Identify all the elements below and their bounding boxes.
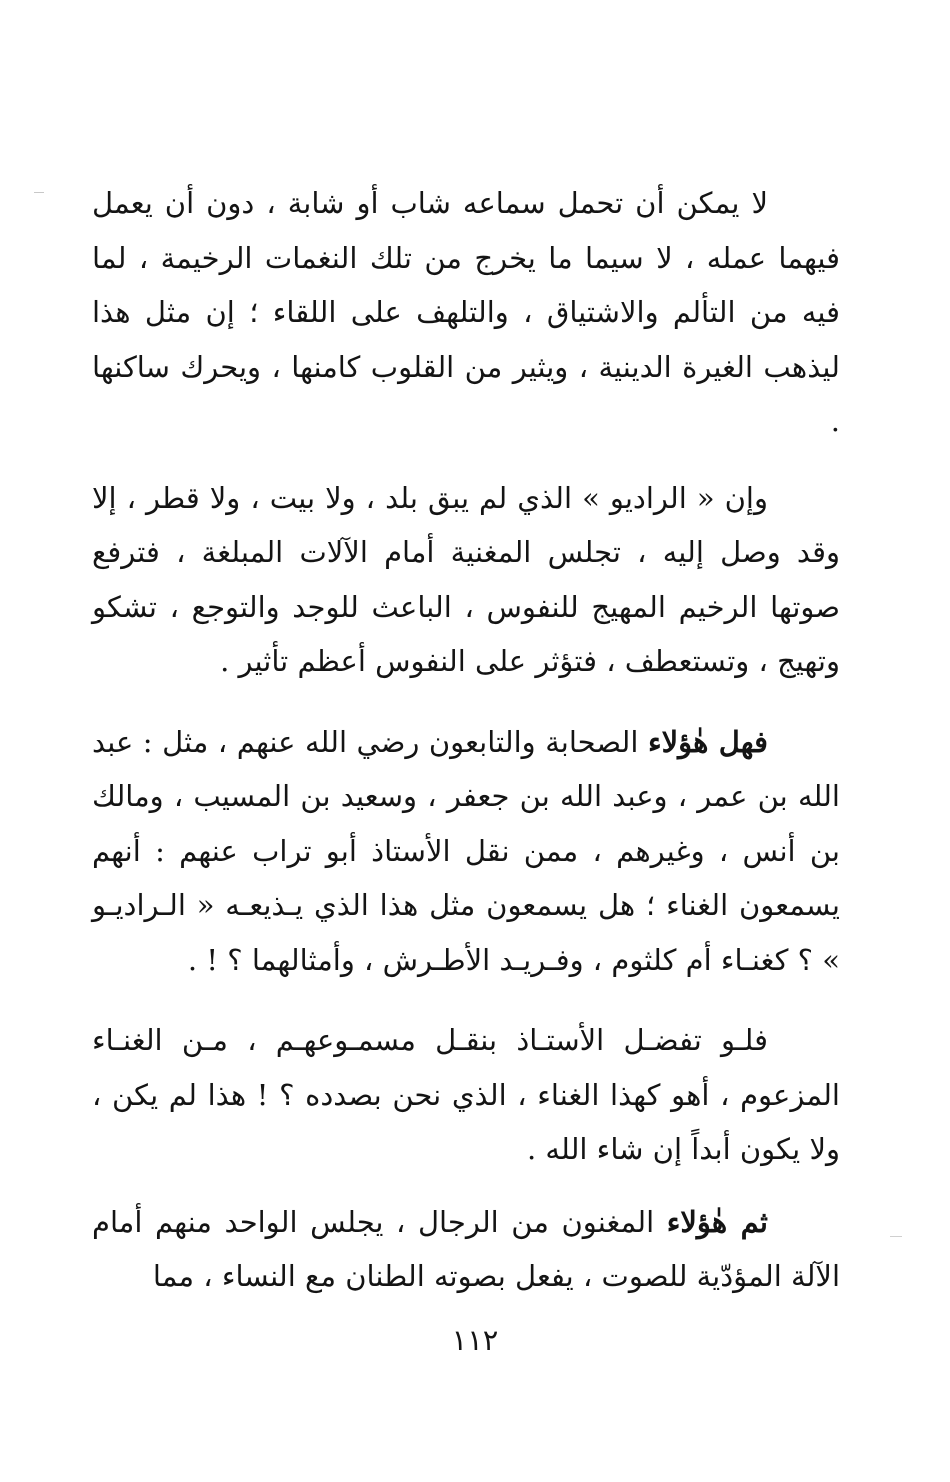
paragraph-lead: ثم هٰؤلاء <box>666 1204 768 1239</box>
paragraph <box>92 471 840 689</box>
paragraph <box>92 1195 840 1304</box>
page-body <box>92 176 840 1326</box>
paragraph-text: وإن « الراديو » الذي لم يبق بلد ، ولا بيت ، ولا قطر ، إلا وقد وصل إليه ، تجلس المغنية أمام الآلات المبلغة ، فترفع صوتها الرخيم المهيج للنفوس ، الباعث للوجد والتوجع ، تشكو وتهيج ، وتستعطف ، فتؤثر على النفوس أعظم تأثير . <box>92 480 840 678</box>
paragraph-lead: فهل هٰؤلاء <box>647 724 768 759</box>
scan-mark <box>890 1236 902 1237</box>
paragraph-text: الصحابة والتابعون رضي الله عنهم ، مثل : عبد الله بن عمر ، وعبد الله بن جعفر ، وسعيد بن المسيب ، ومالك بن أنس ، وغيرهم ، ممن نقل الأستاذ أبو تراب عنهم : أنهم يسمعون الغناء ؛ هل يسمعون مثل هذا الذي يـذيعـه « الـراديـو » ؟ كغنـاء أم كلثوم ، وفـريـد الأطـرش ، وأمثالهما ؟ ! . <box>92 724 840 977</box>
paragraph-text: فلـو تفضـل الأستـاذ بنقـل مسمـوعهـم ، مـن الغنـاء المزعوم ، أهو كهذا الغناء ، الذي نحن بصدده ؟ ! هذا لم يكن ، ولا يكون أبداً إن شاء الله . <box>92 1023 840 1166</box>
page-number: ١١٢ <box>451 1323 499 1357</box>
paragraph-text: المغنون من الرجال ، يجلس الواحد منهم أمام الآلة المؤدّية للصوت ، يفعل بصوته الطنان مع النساء ، مما <box>92 1204 840 1293</box>
scan-mark <box>34 192 44 193</box>
paragraph <box>92 715 840 988</box>
paragraph <box>92 1013 840 1177</box>
paragraph-text: لا يمكن أن تحمل سماعه شاب أو شابة ، دون أن يعمل فيهما عمله ، لا سيما ما يخرج من تلك النغمات الرخيمة ، لما فيه من التألم والاشتياق ، والتلهف على اللقاء ؛ إن مثل هذا ليذهب الغيرة الدينية ، ويثير من القلوب كامنها ، ويحرك ساكنها . <box>92 186 840 438</box>
paragraph <box>92 176 840 449</box>
